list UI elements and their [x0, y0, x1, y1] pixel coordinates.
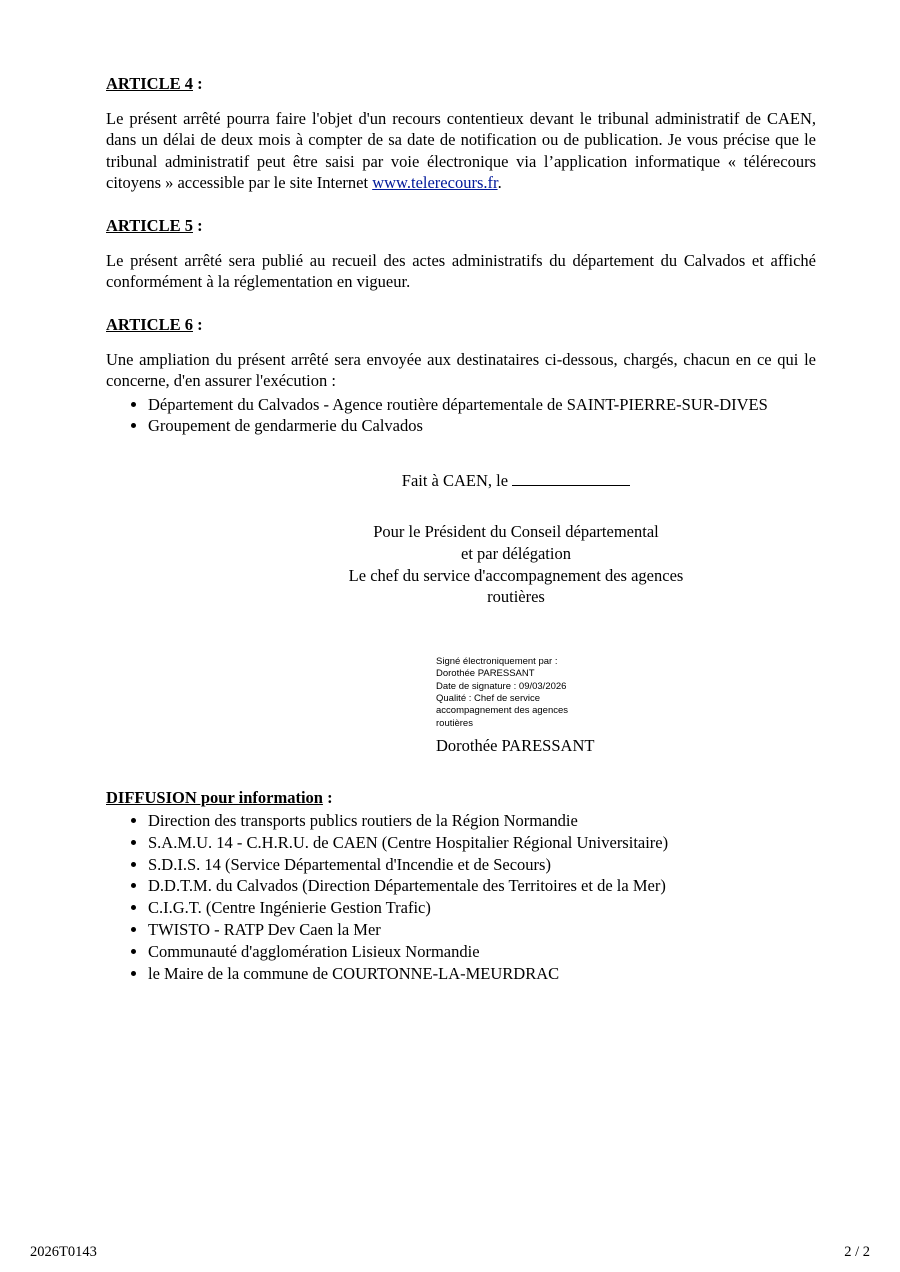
footer-page-number: 2 / 2	[844, 1244, 870, 1260]
list-item: • S.A.M.U. 14 - C.H.R.U. de CAEN (Centre Hospitalier Régional Universitaire)	[148, 832, 816, 854]
signature-authority-block	[106, 521, 816, 608]
esign-line-3: Date de signature : 09/03/2026	[436, 680, 567, 692]
article-5-heading	[106, 216, 816, 236]
diffusion-heading-suffix: :	[322, 788, 333, 808]
article-5-body: Le présent arrêté sera publié au recueil des actes administratifs du département du Calvados et affiché conformément à la réglementation en vigueur.	[106, 250, 816, 292]
document-body	[106, 74, 816, 984]
diffusion-list	[106, 810, 816, 984]
article-4-body-prefix: Le présent arrêté pourra faire l'objet d'un recours contentieux devant le tribunal administratif de CAEN, dans un délai de deux mois à compter de sa date de notification ou de publication. Je vous précise que le tribunal administratif peut être saisi par voie électronique via l’application informatique « télérecours citoyens » accessible par le site Internet	[106, 109, 816, 193]
diffusion-heading	[106, 788, 816, 808]
signer-name: Dorothée PARESSANT	[436, 736, 595, 756]
article-5-heading-suffix: :	[192, 215, 203, 235]
article-6-heading	[106, 315, 816, 335]
signature-line-1: Pour le Président du Conseil départemental	[373, 522, 659, 542]
place-date-line	[106, 471, 816, 491]
date-blank-field[interactable]	[512, 471, 630, 486]
diffusion-heading-label: DIFFUSION pour information	[106, 788, 323, 808]
list-item: • TWISTO - RATP Dev Caen la Mer	[148, 919, 816, 941]
article-5-heading-label: ARTICLE 5	[106, 215, 193, 235]
signature-line-4: routières	[487, 587, 545, 607]
article-4-body-suffix: .	[497, 173, 502, 193]
esign-line-5: accompagnement des agences	[436, 705, 569, 717]
esign-line-6: routières	[436, 717, 473, 729]
article-4-heading-label: ARTICLE 4	[106, 74, 193, 93]
article-4-body	[106, 108, 816, 194]
list-item: • D.D.T.M. du Calvados (Direction Départementale des Territoires et de la Mer)	[148, 875, 816, 897]
esign-line-4: Qualité : Chef de service	[436, 693, 541, 705]
esign-line-2: Dorothée PARESSANT	[436, 668, 535, 680]
list-item: • C.I.G.T. (Centre Ingénierie Gestion Trafic)	[148, 897, 816, 919]
article-6-heading-label: ARTICLE 6	[106, 314, 193, 334]
list-item: • Direction des transports publics routiers de la Région Normandie	[148, 810, 816, 832]
article-4-heading-suffix: :	[192, 74, 203, 93]
list-item: • Communauté d'agglomération Lisieux Normandie	[148, 941, 816, 963]
article-6-heading-suffix: :	[192, 314, 203, 334]
article-6-body: Une ampliation du présent arrêté sera envoyée aux destinataires ci-dessous, chargés, chacun en ce qui le concerne, d'en assurer l'exécution :	[106, 349, 816, 391]
article-4-heading	[106, 74, 816, 94]
electronic-signature-stamp	[106, 656, 816, 730]
place-date-prefix: Fait à CAEN, le	[401, 471, 513, 491]
list-item: • S.D.I.S. 14 (Service Départemental d'Incendie et de Secours)	[148, 854, 816, 876]
esign-line-1: Signé électroniquement par :	[436, 656, 558, 668]
signature-line-2: et par délégation	[461, 543, 571, 563]
recipients-list	[106, 394, 816, 438]
list-item: • Département du Calvados - Agence routière départementale de SAINT-PIERRE-SUR-DIVES	[148, 394, 816, 416]
list-item: • le Maire de la commune de COURTONNE-LA-MEURDRAC	[148, 963, 816, 985]
list-item: • Groupement de gendarmerie du Calvados	[148, 415, 816, 437]
footer-reference: 2026T0143	[30, 1244, 97, 1260]
signature-line-3: Le chef du service d'accompagnement des agences	[348, 565, 684, 585]
telerecours-link[interactable]: www.telerecours.fr	[372, 173, 498, 193]
